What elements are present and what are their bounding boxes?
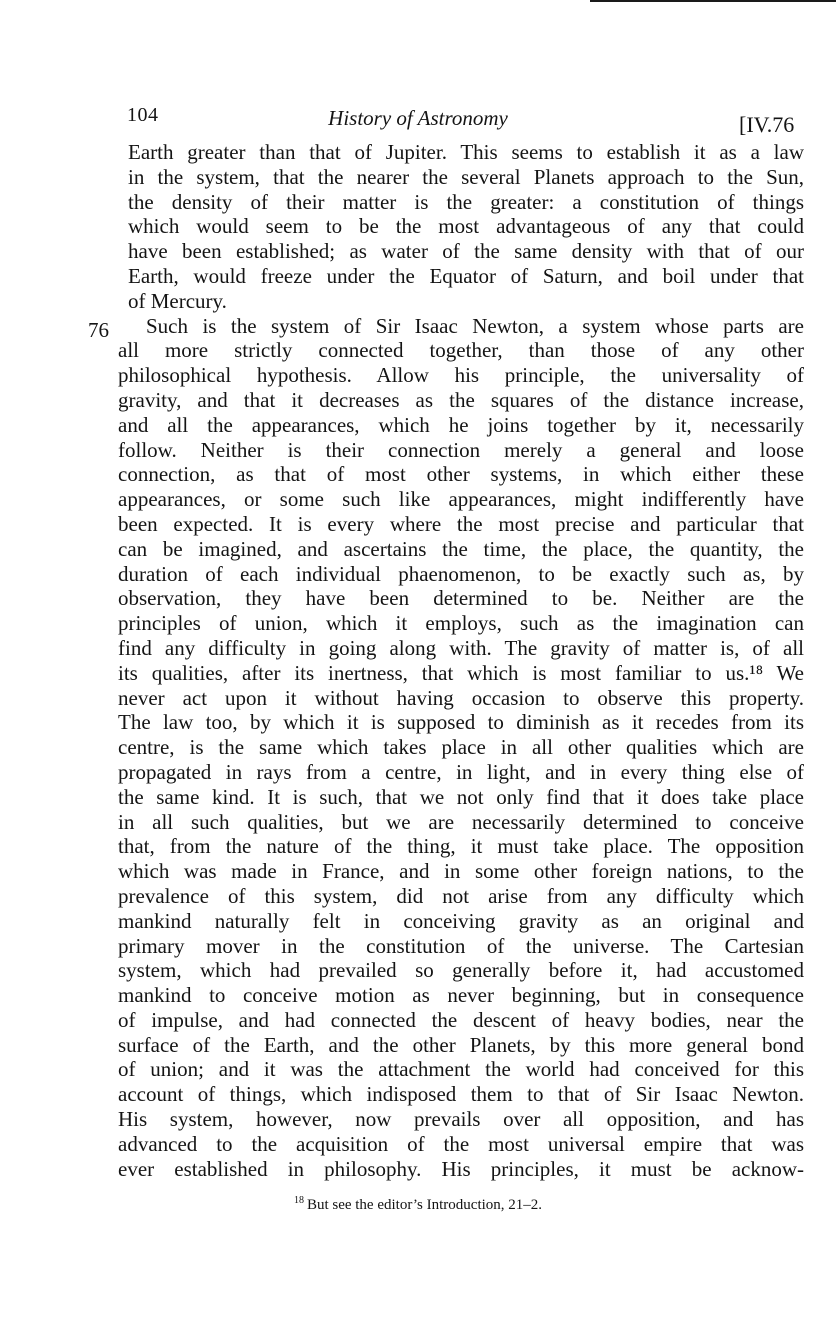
footnote-text: But see the editor’s Introduction, 21–2. (306, 1197, 543, 1213)
text-line: connection, as that of most other systems, in which either these (118, 462, 804, 487)
text-line: been expected. It is every where the most precise and particular that (118, 511, 804, 536)
text-line: in all such qualities, but we are necessarily determined to conceive (118, 809, 804, 834)
text-line: propagated in rays from a centre, in light, and in every thing else of (118, 759, 804, 784)
text-line: gravity, and that it decreases as the squares of the distance increase, (118, 387, 804, 412)
text-line: Such is the system of Sir Isaac Newton, a system whose parts are (146, 313, 804, 338)
text-line: have been established; as water of the same density with that of our (128, 239, 804, 264)
text-line: duration of each individual phaenomenon, to be exactly such as, by (118, 561, 804, 586)
text-line: that, from the nature of the thing, it must take place. The opposition (118, 834, 804, 859)
text-line: find any difficulty in going along with. The gravity of matter is, of all (118, 635, 804, 660)
text-line: follow. Neither is their connection merely a general and loose (118, 437, 804, 462)
page-number: 104 (127, 104, 159, 126)
running-title: History of Astronomy (328, 106, 508, 130)
paragraph-2 (104, 314, 804, 1182)
text-line: primary mover in the constitution of the universe. The Cartesian (118, 933, 804, 958)
text-line: The law too, by which it is supposed to diminish as it recedes from its (118, 710, 804, 735)
text-line: centre, is the same which takes place in all other qualities which are (118, 735, 804, 760)
text-line: of impulse, and had connected the descent of heavy bodies, near the (118, 1007, 804, 1032)
text-line: mankind to conceive motion as never beginning, but in consequence (118, 983, 804, 1008)
text-line: of Mercury. (128, 288, 227, 313)
text-line: prevalence of this system, did not arise from any difficulty which (118, 883, 804, 908)
text-line: Earth greater than that of Jupiter. This seems to establish it as a law (128, 140, 804, 164)
text-line: and all the appearances, which he joins together by it, necessarily (118, 412, 804, 437)
text-line: in the system, that the nearer the several Planets approach to the Sun, (128, 164, 804, 189)
text-line: the same kind. It is such, that we not only find that it does take place (118, 784, 804, 809)
text-line: mankind naturally felt in conceiving gravity as an original and (118, 908, 804, 933)
text-line: His system, however, now prevails over all opposition, and has (118, 1107, 804, 1132)
text-line: ever established in philosophy. His principles, it must be acknow- (118, 1156, 804, 1181)
text-line: advanced to the acquisition of the most universal empire that was (118, 1131, 804, 1156)
text-line: which was made in France, and in some other foreign nations, to the (118, 859, 804, 884)
text-line: can be imagined, and ascertains the time, the place, the quantity, the (118, 536, 804, 561)
footnote-mark: 18 (293, 1195, 304, 1206)
text-line: never act upon it without having occasion to observe this property. (118, 685, 804, 710)
text-line: which would seem to be the most advantageous of any that could (128, 214, 804, 239)
text-line: principles of union, which it employs, such as the imagination can (118, 611, 804, 636)
text-line: all more strictly connected together, than those of any other (118, 338, 804, 363)
page-header (0, 0, 836, 150)
margin-paragraph-number: 76 (88, 318, 109, 342)
text-line: its qualities, after its inertness, that which is most familiar to us.¹⁸ We (118, 660, 804, 685)
text-line: system, which had prevailed so generally before it, had accustomed (118, 958, 804, 983)
paragraph-1 (104, 140, 804, 314)
text-line: Earth, would freeze under the Equator of Saturn, and boil under that (128, 263, 804, 288)
section-reference: [IV.76 (739, 112, 795, 137)
text-line: observation, they have been determined to be. Neither are the (118, 586, 804, 611)
text-line: account of things, which indisposed them to that of Sir Isaac Newton. (118, 1082, 804, 1107)
text-line: of union; and it was the attachment the world had conceived for this (118, 1057, 804, 1082)
text-line: appearances, or some such like appearances, might indifferently have (118, 487, 804, 512)
text-line: surface of the Earth, and the other Planets, by this more general bond (118, 1032, 804, 1057)
text-line: philosophical hypothesis. Allow his principle, the universality of (118, 363, 804, 388)
footnote (0, 1195, 836, 1214)
body-text (104, 140, 804, 1181)
text-line: the density of their matter is the greater: a constitution of things (128, 189, 804, 214)
